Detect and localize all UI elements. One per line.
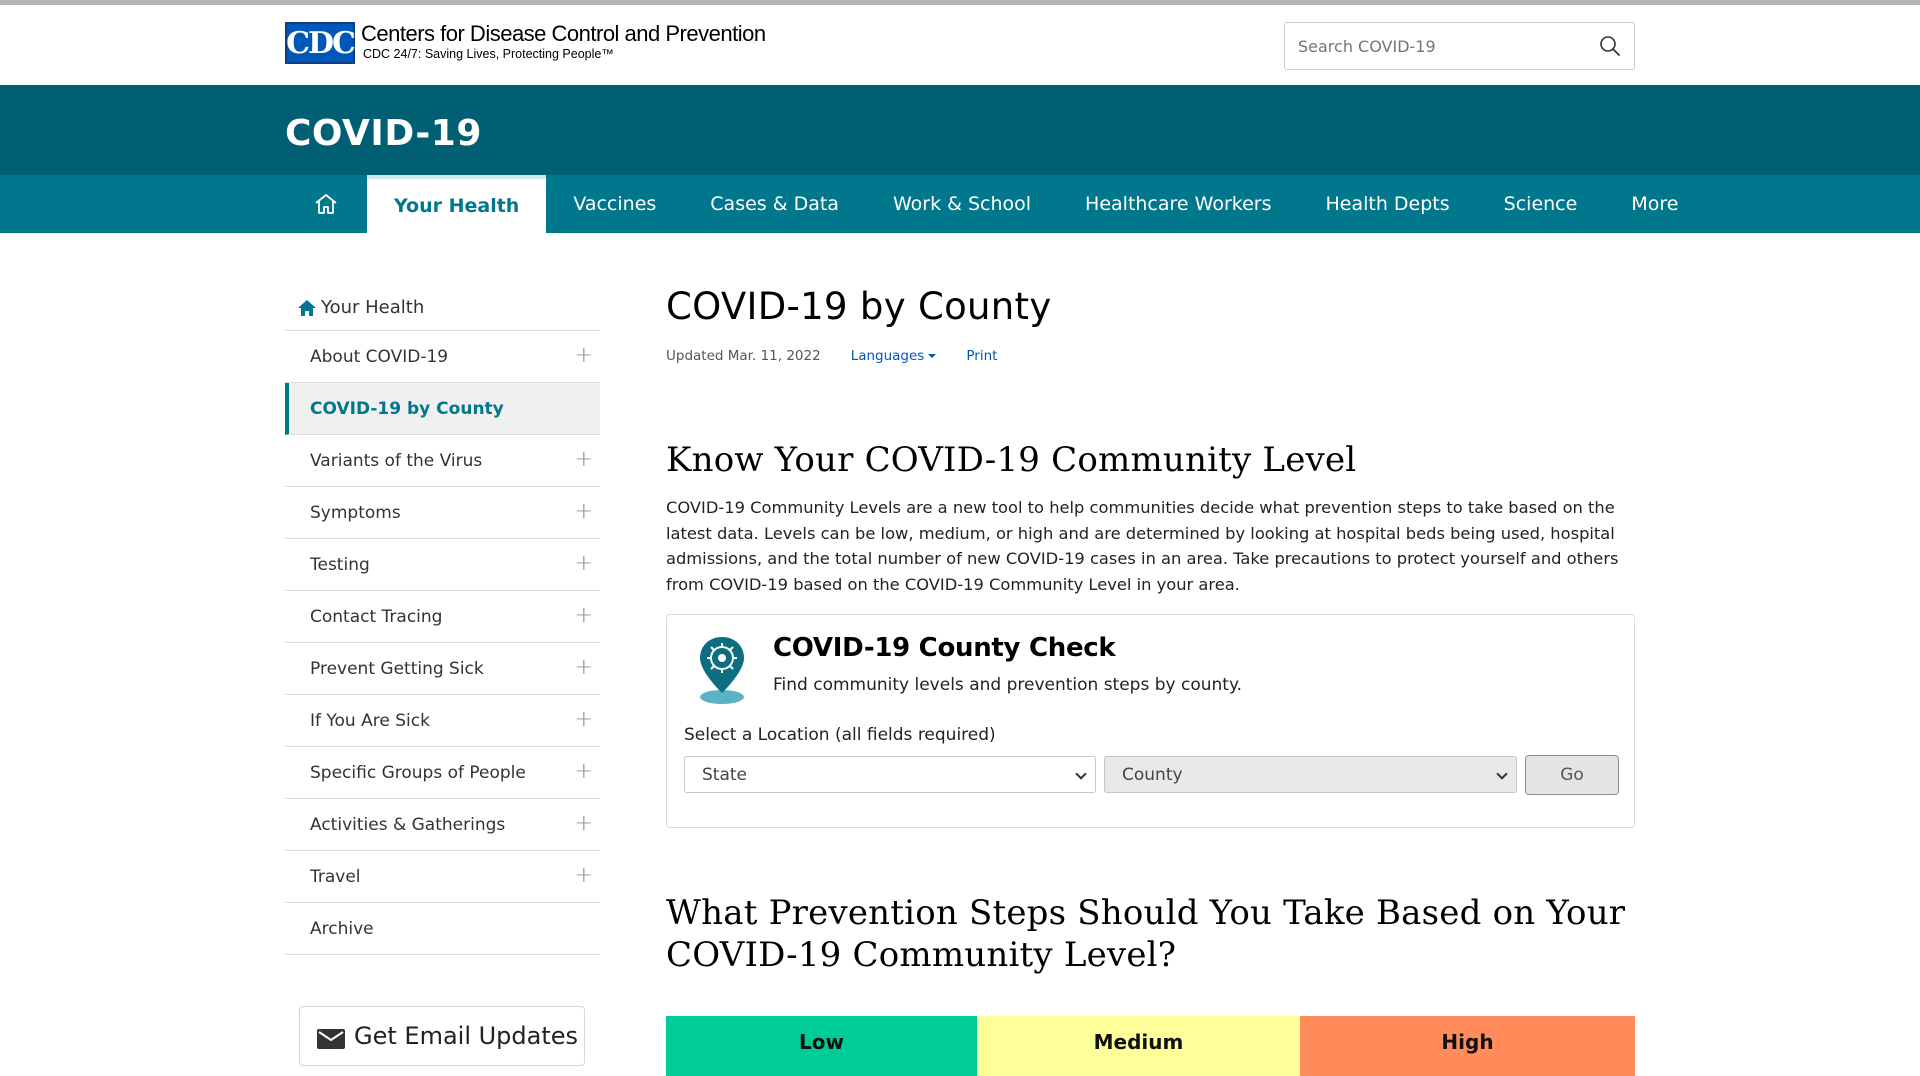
level-medium: Medium (977, 1016, 1300, 1076)
expand-icon[interactable]: + (574, 343, 593, 368)
nav-vaccines[interactable]: Vaccines (573, 193, 657, 215)
search-input[interactable] (1285, 23, 1585, 69)
nav-health-depts[interactable]: Health Depts (1325, 193, 1450, 215)
go-button[interactable]: Go (1525, 755, 1619, 795)
sidebar-item-label: Prevent Getting Sick (310, 658, 484, 679)
sidebar-item-label: Symptoms (310, 502, 401, 523)
level-high: High (1300, 1016, 1635, 1076)
expand-icon[interactable]: + (574, 551, 593, 576)
know-level-heading: Know Your COVID-19 Community Level (666, 440, 1357, 480)
sidebar-item-contact-tracing[interactable] (285, 591, 600, 643)
topic-banner (0, 85, 1920, 175)
magnifier-icon (1598, 34, 1622, 58)
sidebar-heading[interactable] (285, 285, 600, 331)
sidebar-item-label: Testing (310, 554, 370, 575)
community-level-table-header (666, 1016, 1635, 1076)
tagline: CDC 24/7: Saving Lives, Protecting People™ (363, 47, 614, 61)
topic-nav (0, 175, 1920, 233)
sidebar-item-prevent-getting-sick[interactable] (285, 643, 600, 695)
sidebar-item-covid-by-county[interactable] (285, 383, 600, 435)
sidebar-item-label: Specific Groups of People (310, 762, 526, 783)
sidebar-item-symptoms[interactable] (285, 487, 600, 539)
expand-icon[interactable]: + (574, 603, 593, 628)
expand-icon[interactable]: + (574, 811, 593, 836)
languages-dropdown[interactable]: Languages (851, 348, 937, 364)
logo-text (361, 22, 766, 61)
topic-title[interactable]: COVID-19 (285, 113, 482, 154)
chevron-down-icon (1496, 768, 1507, 779)
expand-icon[interactable]: + (574, 863, 593, 888)
sidebar-item-label: Variants of the Virus (310, 450, 483, 471)
home-icon (313, 192, 339, 216)
home-icon (297, 299, 317, 317)
email-updates-label: Get Email Updates (354, 1022, 579, 1050)
expand-icon[interactable]: + (574, 499, 593, 524)
nav-science[interactable]: Science (1503, 193, 1578, 215)
search-button[interactable] (1598, 34, 1624, 60)
search-box (1284, 22, 1635, 70)
expand-icon[interactable]: + (574, 447, 593, 472)
main-content (666, 285, 1635, 1054)
sidebar-item-label: Contact Tracing (310, 606, 443, 627)
sidebar-item-label: Archive (310, 918, 374, 939)
expand-icon[interactable]: + (574, 707, 593, 732)
select-location-label: Select a Location (all fields required) (684, 725, 996, 745)
sidebar-item-variants[interactable] (285, 435, 600, 487)
state-select-value: State (702, 764, 747, 785)
county-check-title: COVID-19 County Check (773, 633, 1116, 663)
updated-date: Updated Mar. 11, 2022 (666, 348, 821, 364)
sidebar-item-specific-groups[interactable] (285, 747, 600, 799)
page-title: COVID-19 by County (666, 285, 1052, 328)
sidebar-item-archive[interactable] (285, 903, 600, 955)
cdc-logo-mark: CDC (285, 22, 355, 64)
county-check-card (666, 614, 1635, 828)
sidebar-item-label: If You Are Sick (310, 710, 430, 731)
state-select[interactable] (684, 756, 1096, 793)
envelope-icon (316, 1028, 346, 1050)
virus-location-pin-icon (697, 635, 747, 705)
sidebar-item-label: COVID-19 by County (310, 398, 504, 419)
prevention-steps-heading: What Prevention Steps Should You Take Based on Your COVID-19 Community Level? (666, 893, 1626, 975)
sidebar-item-label: About COVID-19 (310, 346, 449, 367)
print-link[interactable]: Print (966, 348, 998, 364)
intro-paragraph: COVID-19 Community Levels are a new tool to help communities decide what prevention steps to take based on the latest data. Levels can be low, medium, or high and are determined by looking at hospital beds being used, hospital admissions, and the total number of new COVID-19 cases in an area. Take precautions to protect yourself and others from COVID-19 based on the COVID-19 Community Level in your area. (666, 498, 1619, 594)
nav-your-health[interactable]: Your Health (367, 175, 546, 233)
sidebar-item-if-you-are-sick[interactable] (285, 695, 600, 747)
org-name: Centers for Disease Control and Prevention (361, 21, 766, 46)
sidebar-item-testing[interactable] (285, 539, 600, 591)
nav-more[interactable]: More (1631, 193, 1679, 215)
county-select-value: County (1122, 764, 1183, 785)
expand-icon[interactable]: + (574, 655, 593, 680)
nav-healthcare-workers[interactable]: Healthcare Workers (1085, 193, 1272, 215)
site-header (0, 5, 1920, 85)
nav-work-school[interactable]: Work & School (892, 193, 1032, 215)
sidebar-heading-label: Your Health (321, 297, 425, 318)
sidebar-item-travel[interactable] (285, 851, 600, 903)
cdc-logo[interactable] (285, 22, 766, 64)
county-select[interactable] (1104, 756, 1517, 793)
sidebar-item-label: Activities & Gatherings (310, 814, 506, 835)
nav-home[interactable] (285, 175, 367, 233)
county-check-subtitle: Find community levels and prevention steps by county. (773, 675, 1242, 695)
sidebar-item-about-covid[interactable] (285, 331, 600, 383)
sidebar-item-label: Travel (310, 866, 361, 887)
email-updates-button[interactable] (299, 1006, 585, 1066)
sidebar-item-activities[interactable] (285, 799, 600, 851)
chevron-down-icon (1075, 768, 1086, 779)
expand-icon[interactable]: + (574, 759, 593, 784)
level-low: Low (666, 1016, 977, 1076)
page-meta (666, 348, 1635, 364)
nav-cases-data[interactable]: Cases & Data (710, 193, 839, 215)
sidebar (285, 285, 600, 955)
